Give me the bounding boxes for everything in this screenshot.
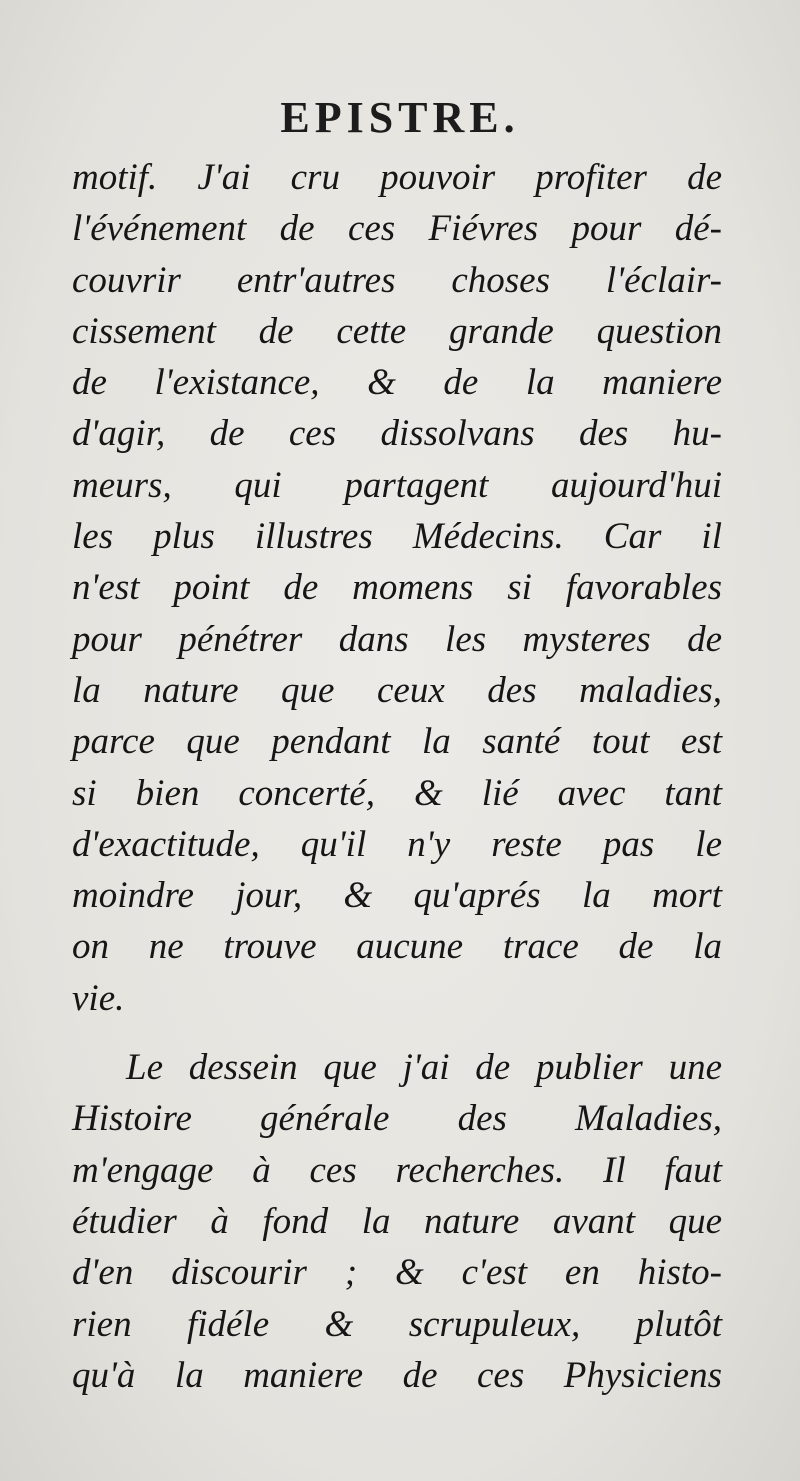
paragraph bbox=[72, 152, 722, 1024]
text-line: d'en discourir ; & c'est en histo- bbox=[72, 1252, 722, 1294]
text-line: n'est point de momens si favorables bbox=[72, 567, 722, 609]
running-header: EPISTRE. bbox=[280, 93, 520, 142]
text-line: pour pénétrer dans les mysteres de bbox=[72, 618, 722, 660]
text-line: l'événement de ces Fiévres pour dé- bbox=[72, 208, 722, 250]
text-line: Histoire générale des Maladies, bbox=[72, 1098, 722, 1140]
text-line: d'agir, de ces dissolvans des hu- bbox=[72, 413, 722, 455]
text-line: Le dessein que j'ai de publier une bbox=[126, 1047, 722, 1089]
text-line: de l'existance, & de la maniere bbox=[72, 362, 722, 404]
text-line: vie. bbox=[72, 977, 125, 1019]
text-line: couvrir entr'autres choses l'éclair- bbox=[72, 259, 722, 301]
text-line: les plus illustres Médecins. Car il bbox=[72, 516, 722, 558]
text-line: parce que pendant la santé tout est bbox=[72, 721, 722, 763]
text-line: qu'à la maniere de ces Physiciens bbox=[72, 1354, 722, 1396]
text-line: motif. J'ai cru pouvoir profiter de bbox=[72, 157, 722, 198]
text-line: cissement de cette grande question bbox=[72, 310, 722, 352]
text-line: étudier à fond la nature avant que bbox=[72, 1200, 722, 1242]
paragraph bbox=[72, 1042, 722, 1401]
text-line: moindre jour, & qu'aprés la mort bbox=[72, 875, 722, 917]
text-line: on ne trouve aucune trace de la bbox=[72, 926, 722, 968]
text-line: si bien concerté, & lié avec tant bbox=[72, 772, 722, 814]
text-line: d'exactitude, qu'il n'y reste pas le bbox=[72, 823, 722, 865]
text-line: la nature que ceux des maladies, bbox=[72, 669, 722, 711]
body-text bbox=[72, 152, 722, 1401]
text-line: rien fidéle & scrupuleux, plutôt bbox=[72, 1303, 722, 1345]
text-line: m'engage à ces recherches. Il faut bbox=[72, 1149, 722, 1191]
text-line: meurs, qui partagent aujourd'hui bbox=[72, 464, 722, 506]
